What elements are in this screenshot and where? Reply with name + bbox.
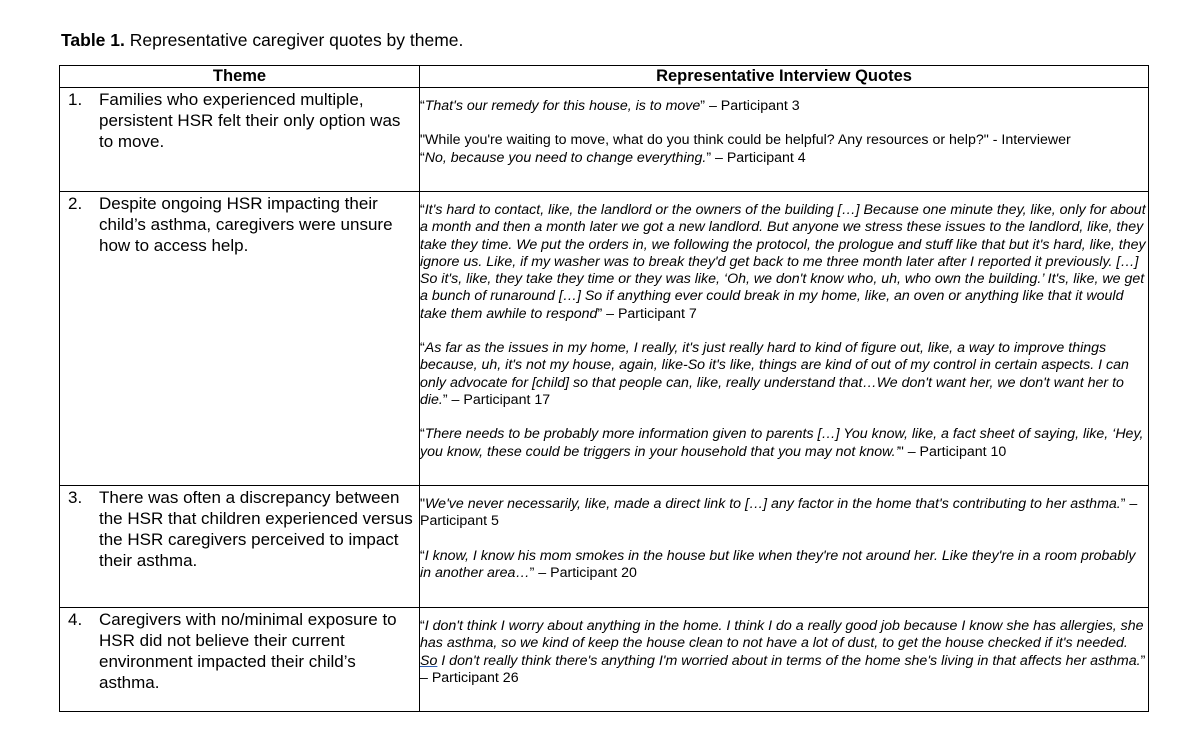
interviewer-question: "While you're waiting to move, what do you think could be helpful? Any resources or help?" - Interviewer [420,132,1071,149]
quote: "While you're waiting to move, what do you think could be helpful? Any resources or help?" - Interviewer “No, because you need to change everything.” – Participant 4 [420,132,1071,166]
quote: “That's our remedy for this house, is to move” – Participant 3 [420,98,800,114]
theme-text: There was often a discrepancy between the HSR that children experienced versus the HSR caregivers perceived to impact their asthma. [99,488,413,570]
quote: “I don't think I worry about anything in the home. I think I do a really good job because I know she has allergies, she has asthma, so we kind of keep the house clean to not have a lot of dust, to get the house checked if it's needed. So I don't really think there's anything I'm worried about in terms of the home she's living in that affects her asthma.” – Participant 26 [420,618,1146,686]
quote: "We've never necessarily, like, made a direct link to […] any factor in the home that's contributing to her asthma.” – Participant 5 [420,496,1138,530]
theme-cell [60,88,420,192]
quote: “I know, I know his mom smokes in the house but like when they're not around her. Like they're in a room probably in another area…” – Participant 20 [420,547,1136,581]
quote: “It's hard to contact, like, the landlord or the owners of the building […] Because one minute they, like, only for about a month and then a month later we got a new landlord. But anyone we stress these issues to the landlord, like, they take they time. We put the orders in, we following the protocol, the prologue and stuff like that but it's hard, like, they ignore us. Like, if my washer was to break they'd get back to me three month later after I reported it previously. […] So it's, like, they take they time or they was like, ‘Oh, we don't know who, uh, who own the building.’ It's, like, we get a bunch of runaround […] So if anything ever could break in my home, like, an oven or anything like that it would take them awhile to respond” – Participant 7 [420,202,1146,322]
table-row [60,88,1149,192]
theme-number: 4. [68,610,83,629]
theme-cell [60,486,420,608]
theme-cell [60,608,420,712]
theme-number: 2. [68,194,83,213]
theme-number: 3. [68,488,83,507]
quotes-table [59,65,1149,712]
quotes-cell [420,608,1149,712]
header-quotes: Representative Interview Quotes [420,66,1149,88]
table-row [60,608,1149,712]
theme-number: 1. [68,90,83,109]
quote: “As far as the issues in my home, I really, it's just really hard to kind of figure out, like, a way to improve things because, uh, it's not my house, again, like-So it's like, things are kind of out of my control in certain aspects. I can only advocate for [child] so that people can, like, really understand that…We don't want her, we don't want her to die.” – Participant 17 [420,340,1129,408]
table-caption [61,30,463,50]
table-row [60,192,1149,486]
theme-cell [60,192,420,486]
quotes-cell [420,486,1149,608]
theme-text: Families who experienced multiple, persistent HSR felt their only option was to move. [99,90,401,151]
theme-text: Caregivers with no/minimal exposure to HSR did not believe their current environment impacted their child’s asthma. [99,610,397,692]
table-caption-text: Representative caregiver quotes by theme. [129,30,464,50]
quotes-cell [420,192,1149,486]
header-theme: Theme [60,66,420,88]
table-caption-label: Table 1. [61,30,125,50]
theme-text: Despite ongoing HSR impacting their child’s asthma, caregivers were unsure how to access help. [99,194,393,255]
quotes-cell [420,88,1149,192]
quote: “There needs to be probably more information given to parents […] You know, like, a fact sheet of saying, like, ‘Hey, you know, these could be triggers in your household that you may not know.’" – Participant 10 [420,426,1144,460]
table-header-row [60,66,1149,88]
underlined-word: So [420,652,438,669]
table-row [60,486,1149,608]
